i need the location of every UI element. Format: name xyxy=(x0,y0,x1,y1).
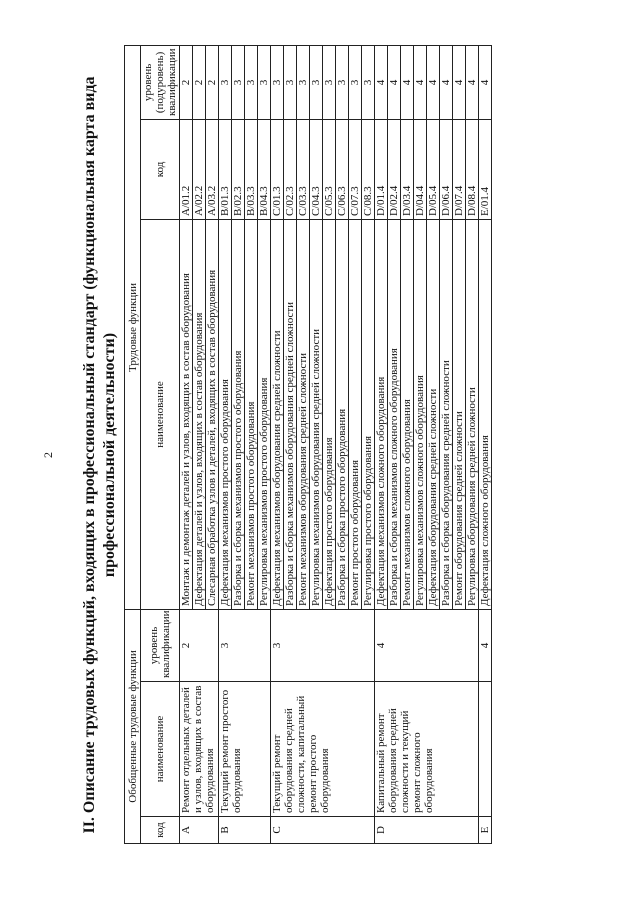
table-row xyxy=(375,45,388,843)
function-level: 3 xyxy=(310,45,323,119)
function-level: 2 xyxy=(193,45,206,119)
function-code: C/06.3 xyxy=(336,119,349,219)
function-code: C/02.3 xyxy=(284,119,297,219)
function-code: D/07.4 xyxy=(453,119,466,219)
group-name: Текущий ремонт простого оборудования xyxy=(219,682,271,817)
function-name: Дефектация механизмов оборудования средней сложности xyxy=(271,219,284,609)
title-line-1: II. Описание трудовых функций, входящих в профессиональный стандарт (функциональная карта вида xyxy=(81,76,98,834)
function-level: 3 xyxy=(297,45,310,119)
function-code: C/07.3 xyxy=(349,119,362,219)
header-function-name: наименование xyxy=(141,219,180,609)
function-name: Разборка и сборка механизмов простого оборудования xyxy=(232,219,245,609)
function-code: A/03.2 xyxy=(206,119,219,219)
function-code: D/06.4 xyxy=(440,119,453,219)
header-name: наименование xyxy=(141,682,180,817)
function-name: Разборка и сборка оборудования средней сложности xyxy=(440,219,453,609)
header-function-code: код xyxy=(141,119,180,219)
function-code: D/05.4 xyxy=(427,119,440,219)
table-row xyxy=(271,45,284,843)
function-name: Дефектация деталей и узлов, входящих в состав оборудования xyxy=(193,219,206,609)
function-name: Регулировка простого оборудования xyxy=(362,219,375,609)
function-name: Разборка и сборка простого оборудования xyxy=(336,219,349,609)
header-labor: Трудовые функции xyxy=(125,45,141,609)
function-name: Дефектация простого оборудования xyxy=(323,219,336,609)
function-code: C/03.3 xyxy=(297,119,310,219)
function-level: 4 xyxy=(375,45,388,119)
function-name: Ремонт механизмов простого оборудования xyxy=(245,219,258,609)
function-name: Ремонт механизмов оборудования средней сложности xyxy=(297,219,310,609)
page-number: 2 xyxy=(41,452,55,458)
header-generalized: Обобщенные трудовые функции xyxy=(125,609,141,843)
function-name: Разборка и сборка механизмов сложного оборудования xyxy=(388,219,401,609)
table-body xyxy=(180,45,492,843)
page-title xyxy=(80,65,120,845)
function-name: Дефектация механизмов простого оборудования xyxy=(219,219,232,609)
header-code: код xyxy=(141,817,180,844)
group-level: 4 xyxy=(479,609,492,681)
group-level: 3 xyxy=(219,609,271,681)
table-row xyxy=(479,45,492,843)
group-level: 4 xyxy=(375,609,479,681)
group-code: B xyxy=(219,817,271,844)
title-line-2: профессиональной деятельности) xyxy=(101,332,118,578)
function-level: 4 xyxy=(388,45,401,119)
function-code: C/04.3 xyxy=(310,119,323,219)
function-name: Регулировка механизмов сложного оборудования xyxy=(414,219,427,609)
function-level: 3 xyxy=(349,45,362,119)
function-name: Разборка и сборка механизмов оборудования средней сложности xyxy=(284,219,297,609)
function-level: 2 xyxy=(180,45,193,119)
function-name: Ремонт механизмов сложного оборудования xyxy=(401,219,414,609)
function-level: 4 xyxy=(427,45,440,119)
function-level: 4 xyxy=(479,45,492,119)
function-level: 3 xyxy=(245,45,258,119)
group-name: Текущий ремонт оборудования средней сложности, капитальный ремонт простого оборудования xyxy=(271,682,375,817)
function-code: A/02.2 xyxy=(193,119,206,219)
function-level: 4 xyxy=(440,45,453,119)
function-code: B/02.3 xyxy=(232,119,245,219)
function-name: Ремонт оборудования средней сложности xyxy=(453,219,466,609)
function-code: B/03.3 xyxy=(245,119,258,219)
group-name xyxy=(479,682,492,817)
function-level: 3 xyxy=(336,45,349,119)
group-code: A xyxy=(180,817,219,844)
function-level: 3 xyxy=(219,45,232,119)
header-level: уровень квалификации xyxy=(141,609,180,681)
function-code: D/01.4 xyxy=(375,119,388,219)
function-code: C/01.3 xyxy=(271,119,284,219)
group-code: C xyxy=(271,817,375,844)
function-level: 2 xyxy=(206,45,219,119)
function-level: 3 xyxy=(258,45,271,119)
group-code: E xyxy=(479,817,492,844)
function-level: 4 xyxy=(414,45,427,119)
function-name: Регулировка оборудования средней сложности xyxy=(466,219,479,609)
function-name: Дефектация механизмов сложного оборудования xyxy=(375,219,388,609)
function-level: 3 xyxy=(271,45,284,119)
function-name: Ремонт простого оборудования xyxy=(349,219,362,609)
function-code: A/01.2 xyxy=(180,119,193,219)
group-level: 3 xyxy=(271,609,375,681)
function-code: C/05.3 xyxy=(323,119,336,219)
functional-map-table xyxy=(124,45,492,844)
group-code: D xyxy=(375,817,479,844)
table-row xyxy=(180,45,193,843)
header-sublevel: уровень (подуровень) квалификации xyxy=(141,45,180,119)
function-name: Регулировка механизмов оборудования средней сложности xyxy=(310,219,323,609)
group-level: 2 xyxy=(180,609,219,681)
function-name: Дефектация сложного оборудования xyxy=(479,219,492,609)
function-level: 4 xyxy=(453,45,466,119)
function-level: 4 xyxy=(401,45,414,119)
function-code: D/08.4 xyxy=(466,119,479,219)
function-name: Монтаж и демонтаж деталей и узлов, входящих в состав оборудования xyxy=(180,219,193,609)
function-level: 3 xyxy=(232,45,245,119)
function-code: D/04.4 xyxy=(414,119,427,219)
table-row xyxy=(219,45,232,843)
function-name: Регулировка механизмов простого оборудования xyxy=(258,219,271,609)
function-code: D/03.4 xyxy=(401,119,414,219)
function-code: D/02.4 xyxy=(388,119,401,219)
function-level: 3 xyxy=(323,45,336,119)
function-code: B/01.3 xyxy=(219,119,232,219)
function-level: 3 xyxy=(362,45,375,119)
function-code: B/04.3 xyxy=(258,119,271,219)
function-level: 3 xyxy=(284,45,297,119)
function-name: Дефектация оборудования средней сложности xyxy=(427,219,440,609)
group-name: Ремонт отдельных деталей и узлов, входящих в состав оборудования xyxy=(180,682,219,817)
function-name: Слесарная обработка узлов и деталей, входящих в состав оборудования xyxy=(206,219,219,609)
group-name: Капитальный ремонт оборудования средней сложности и текущий ремонт сложного оборудования xyxy=(375,682,479,817)
function-code: C/08.3 xyxy=(362,119,375,219)
function-code: E/01.4 xyxy=(479,119,492,219)
function-level: 4 xyxy=(466,45,479,119)
